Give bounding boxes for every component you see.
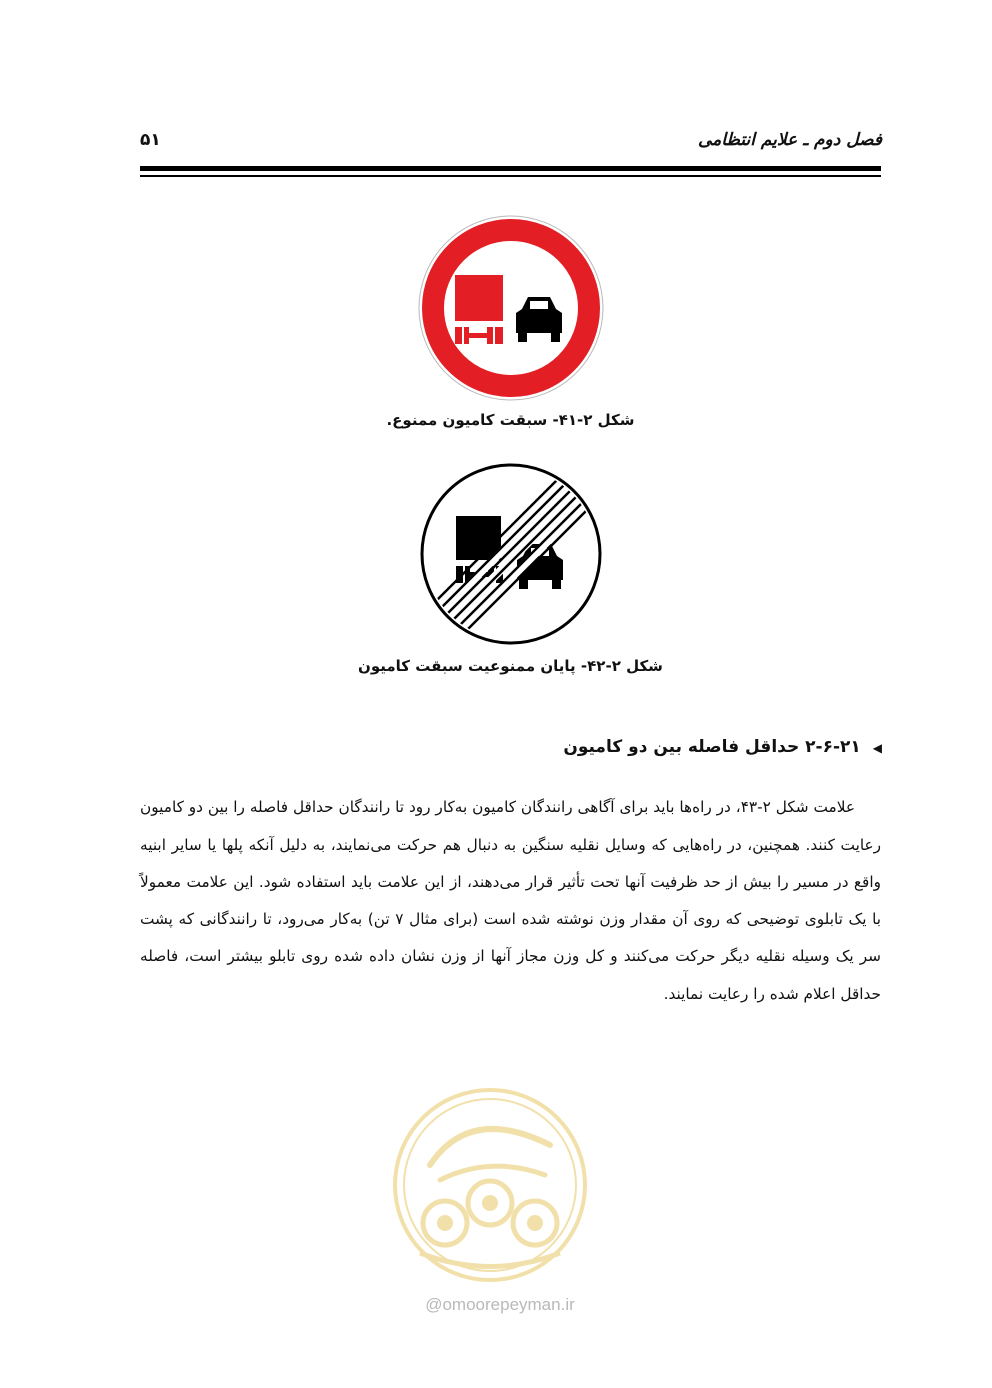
truck-icon	[455, 275, 503, 321]
watermark-url: @omoorepeyman.ir	[425, 1295, 575, 1314]
section-heading	[563, 737, 882, 757]
header-rule-thin	[140, 175, 881, 177]
page-header-title: فصل دوم ـ علایم انتظامی	[697, 130, 882, 150]
figure-caption: شکل ۲-۴۱- سبقت کامیون ممنوع.	[386, 411, 635, 429]
watermark-seal	[390, 1085, 590, 1285]
figure-caption: شکل ۲-۴۲- پایان ممنوعیت سبقت کامیون	[358, 657, 663, 675]
bullet-marker: ◀	[872, 741, 882, 755]
end-of-truck-overtaking-ban-sign	[419, 462, 603, 646]
page-number: ۵۱	[140, 130, 161, 150]
no-truck-overtaking-sign	[418, 215, 604, 401]
body-paragraph: علامت شکل ۲-۴۳، در راه‌ها باید برای آگاهی رانندگان کامیون به‌کار رود تا رانندگان حداقل فاصله را بین دو کامیون رعایت کنند. همچنین، در راه‌هایی که وسایل نقلیه سنگین به دنبال هم حرکت می‌نمایند، به دلیل آنکه پلها یا سایر ابنیه واقع در مسیر را بیش از حد ظرفیت آنها تحت تأثیر قرار می‌دهند، از این علامت باید استفاده شود. این علامت معمولاً با یک تابلوی توضیحی که روی آن مقدار وزن نوشته شده است (برای مثال ۷ تن) به‌کار می‌رود، تا رانندگانی که پشت سر یک وسیله نقلیه دیگر حرکت می‌کنند و کل وزن مجاز آنها از وزن نشان داده شده روی تابلو بیشتر است، فاصله حداقل اعلام شده را رعایت نمایند.	[140, 798, 881, 1003]
section-heading-text: ۲-۶-۲۱ حداقل فاصله بین دو کامیون	[563, 737, 861, 757]
header-rule-thick	[140, 166, 881, 171]
